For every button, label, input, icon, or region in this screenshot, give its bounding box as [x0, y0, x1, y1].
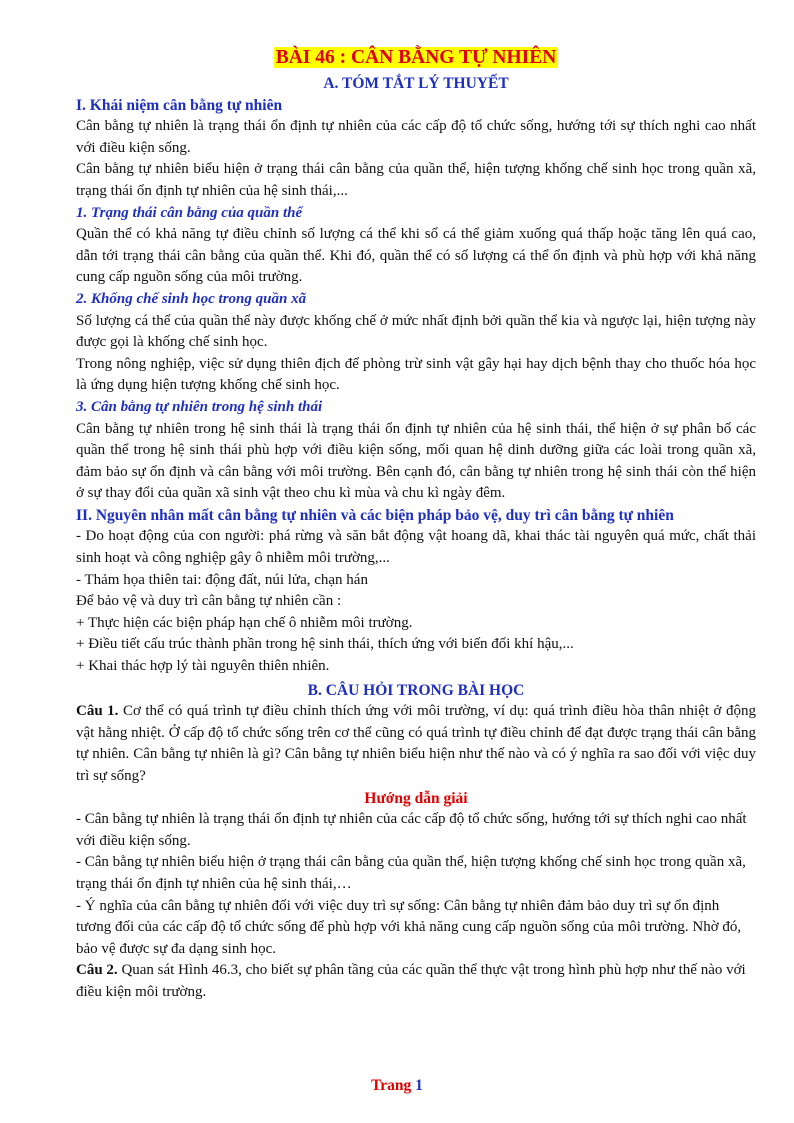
question-1-label: Câu 1.	[76, 703, 119, 720]
part1-heading: I. Khái niệm cân bằng tự nhiên	[76, 96, 283, 114]
document-page	[76, 45, 756, 1004]
part2-line: + Khai thác hợp lý tài nguyên thiên nhiên.	[76, 658, 330, 675]
part2-line: - Do hoạt động của con người: phá rừng và săn bắt động vật hoang dã, khai thác tài nguyên quá mức, chất thải sinh hoạt và công nghiệp gây ô nhiễm môi trường,...	[76, 528, 756, 567]
answer-line: - Ý nghĩa của cân bằng tự nhiên đối với việc duy trì sự sống: Cân bằng tự nhiên đảm bảo duy trì sự ổn định tương đối của các cấp độ tổ chức sống để phù hợp với khả năng cung cấp nguồn sống của môi trường. Nhờ đó, bảo vệ được sự đa dạng sinh học.	[76, 897, 742, 957]
lesson-title-text: BÀI 46 : CÂN BẰNG TỰ NHIÊN	[275, 47, 557, 68]
answer-line: - Cân bằng tự nhiên là trạng thái ổn định tự nhiên của các cấp độ tổ chức sống, hướng tới sự thích nghi cao nhất với điều kiện sống.	[76, 811, 747, 849]
page-footer	[0, 1077, 794, 1095]
question-2-label: Câu 2.	[76, 962, 118, 979]
question-1-text: Cơ thể có quá trình tự điều chỉnh thích ứng với môi trường, ví dụ: quá trình điều hòa thân nhiệt ở động vật hằng nhiệt. Ở cấp độ tổ chức sống trên cơ thể cũng có quá trình tự điều chỉnh để đạt được trạng thái cân bằng tự nhiên. Cân bằng tự nhiên là gì? Cân bằng tự nhiên biểu hiện như thế nào và có ý nghĩa ra sao đối với việc duy trì sự sống?	[76, 703, 756, 784]
part2-line: Để bảo vệ và duy trì cân bằng tự nhiên cần :	[76, 593, 342, 610]
sub1-heading: 1. Trạng thái cân bằng của quần thể	[76, 204, 303, 221]
sub3-heading: 3. Cân bằng tự nhiên trong hệ sinh thái	[76, 398, 323, 415]
sub1-paragraph: Quần thể có khả năng tự điều chỉnh số lượng cá thể khi số cá thể giảm xuống quá thấp hoặc tăng lên quá cao, dẫn tới trạng thái cân bằng của quần thể. Khi đó, quần thể có số lượng cá thể ổn định và phù hợp với khả năng cung cấp nguồn sống của môi trường.	[76, 226, 756, 286]
part2-line: - Thảm họa thiên tai: động đất, núi lửa, chạn hán	[76, 571, 368, 588]
part1-paragraph-1: Cân bằng tự nhiên là trạng thái ổn định tự nhiên của các cấp độ tổ chức sống, hướng tới sự thích nghi cao nhất với điều kiện sống.	[76, 118, 756, 156]
sub2-paragraph-1: Số lượng cá thể của quần thể này được khống chế ở mức nhất định bởi quần thể kia và ngược lại, hiện tượng này được gọi là khống chế sinh học.	[76, 312, 756, 351]
part2-heading: II. Nguyên nhân mất cân bằng tự nhiên và các biện pháp bảo vệ, duy trì cân bằng tự nhiên	[76, 506, 674, 524]
section-a-heading: A. TÓM TẮT LÝ THUYẾT	[323, 75, 509, 92]
sub3-paragraph: Cân bằng tự nhiên trong hệ sinh thái là trạng thái ổn định tự nhiên của hệ sinh thái, thể hiện ở sự phân bố các quần thể trong hệ sinh thái phù hợp với điều kiện sống, mối quan hệ dinh dưỡng giữa các loài trong quần xã, đảm bảo sự ổn định và cân bằng với môi trường. Bên cạnh đó, cân bằng tự nhiên trong hệ sinh thái còn thể hiện ở sự thay đổi của quần xã sinh vật theo chu kì mùa và chu kì ngày đêm.	[76, 420, 756, 502]
question-1	[76, 701, 756, 787]
section-b-heading: B. CÂU HỎI TRONG BÀI HỌC	[307, 681, 525, 699]
sub2-paragraph-2: Trong nông nghiệp, việc sử dụng thiên địch để phòng trừ sinh vật gây hại hay dịch bệnh thay cho thuốc hóa học là ứng dụng hiện tượng khống chế sinh học.	[76, 355, 756, 394]
part2-line: + Thực hiện các biện pháp hạn chế ô nhiễm môi trường.	[76, 614, 413, 631]
page-number: 1	[415, 1077, 423, 1094]
part2-line: + Điều tiết cấu trúc thành phần trong hệ sinh thái, thích ứng với biến đổi khí hậu,...	[76, 636, 574, 653]
part1-paragraph-2: Cân bằng tự nhiên biểu hiện ở trạng thái cân bằng của quần thể, hiện tượng khống chế sinh học trong quần xã, trạng thái ổn định tự nhiên của hệ sinh thái,...	[76, 161, 756, 199]
question-2-text: Quan sát Hình 46.3, cho biết sự phân tầng của các quần thể thực vật trong hình phù hợp như thế nào với điều kiện môi trường.	[76, 962, 746, 1000]
sub2-heading: 2. Khống chế sinh học trong quần xã	[76, 290, 307, 307]
question-2	[76, 960, 756, 1003]
page-label: Trang	[371, 1077, 412, 1094]
solution-guide-heading: Hướng dẫn giải	[364, 789, 468, 807]
lesson-title	[76, 45, 756, 72]
answer-line: - Cân bằng tự nhiên biểu hiện ở trạng thái cân bằng của quần thể, hiện tượng khống chế sinh học trong quần xã, trạng thái ổn định tự nhiên của hệ sinh thái,…	[76, 854, 746, 892]
